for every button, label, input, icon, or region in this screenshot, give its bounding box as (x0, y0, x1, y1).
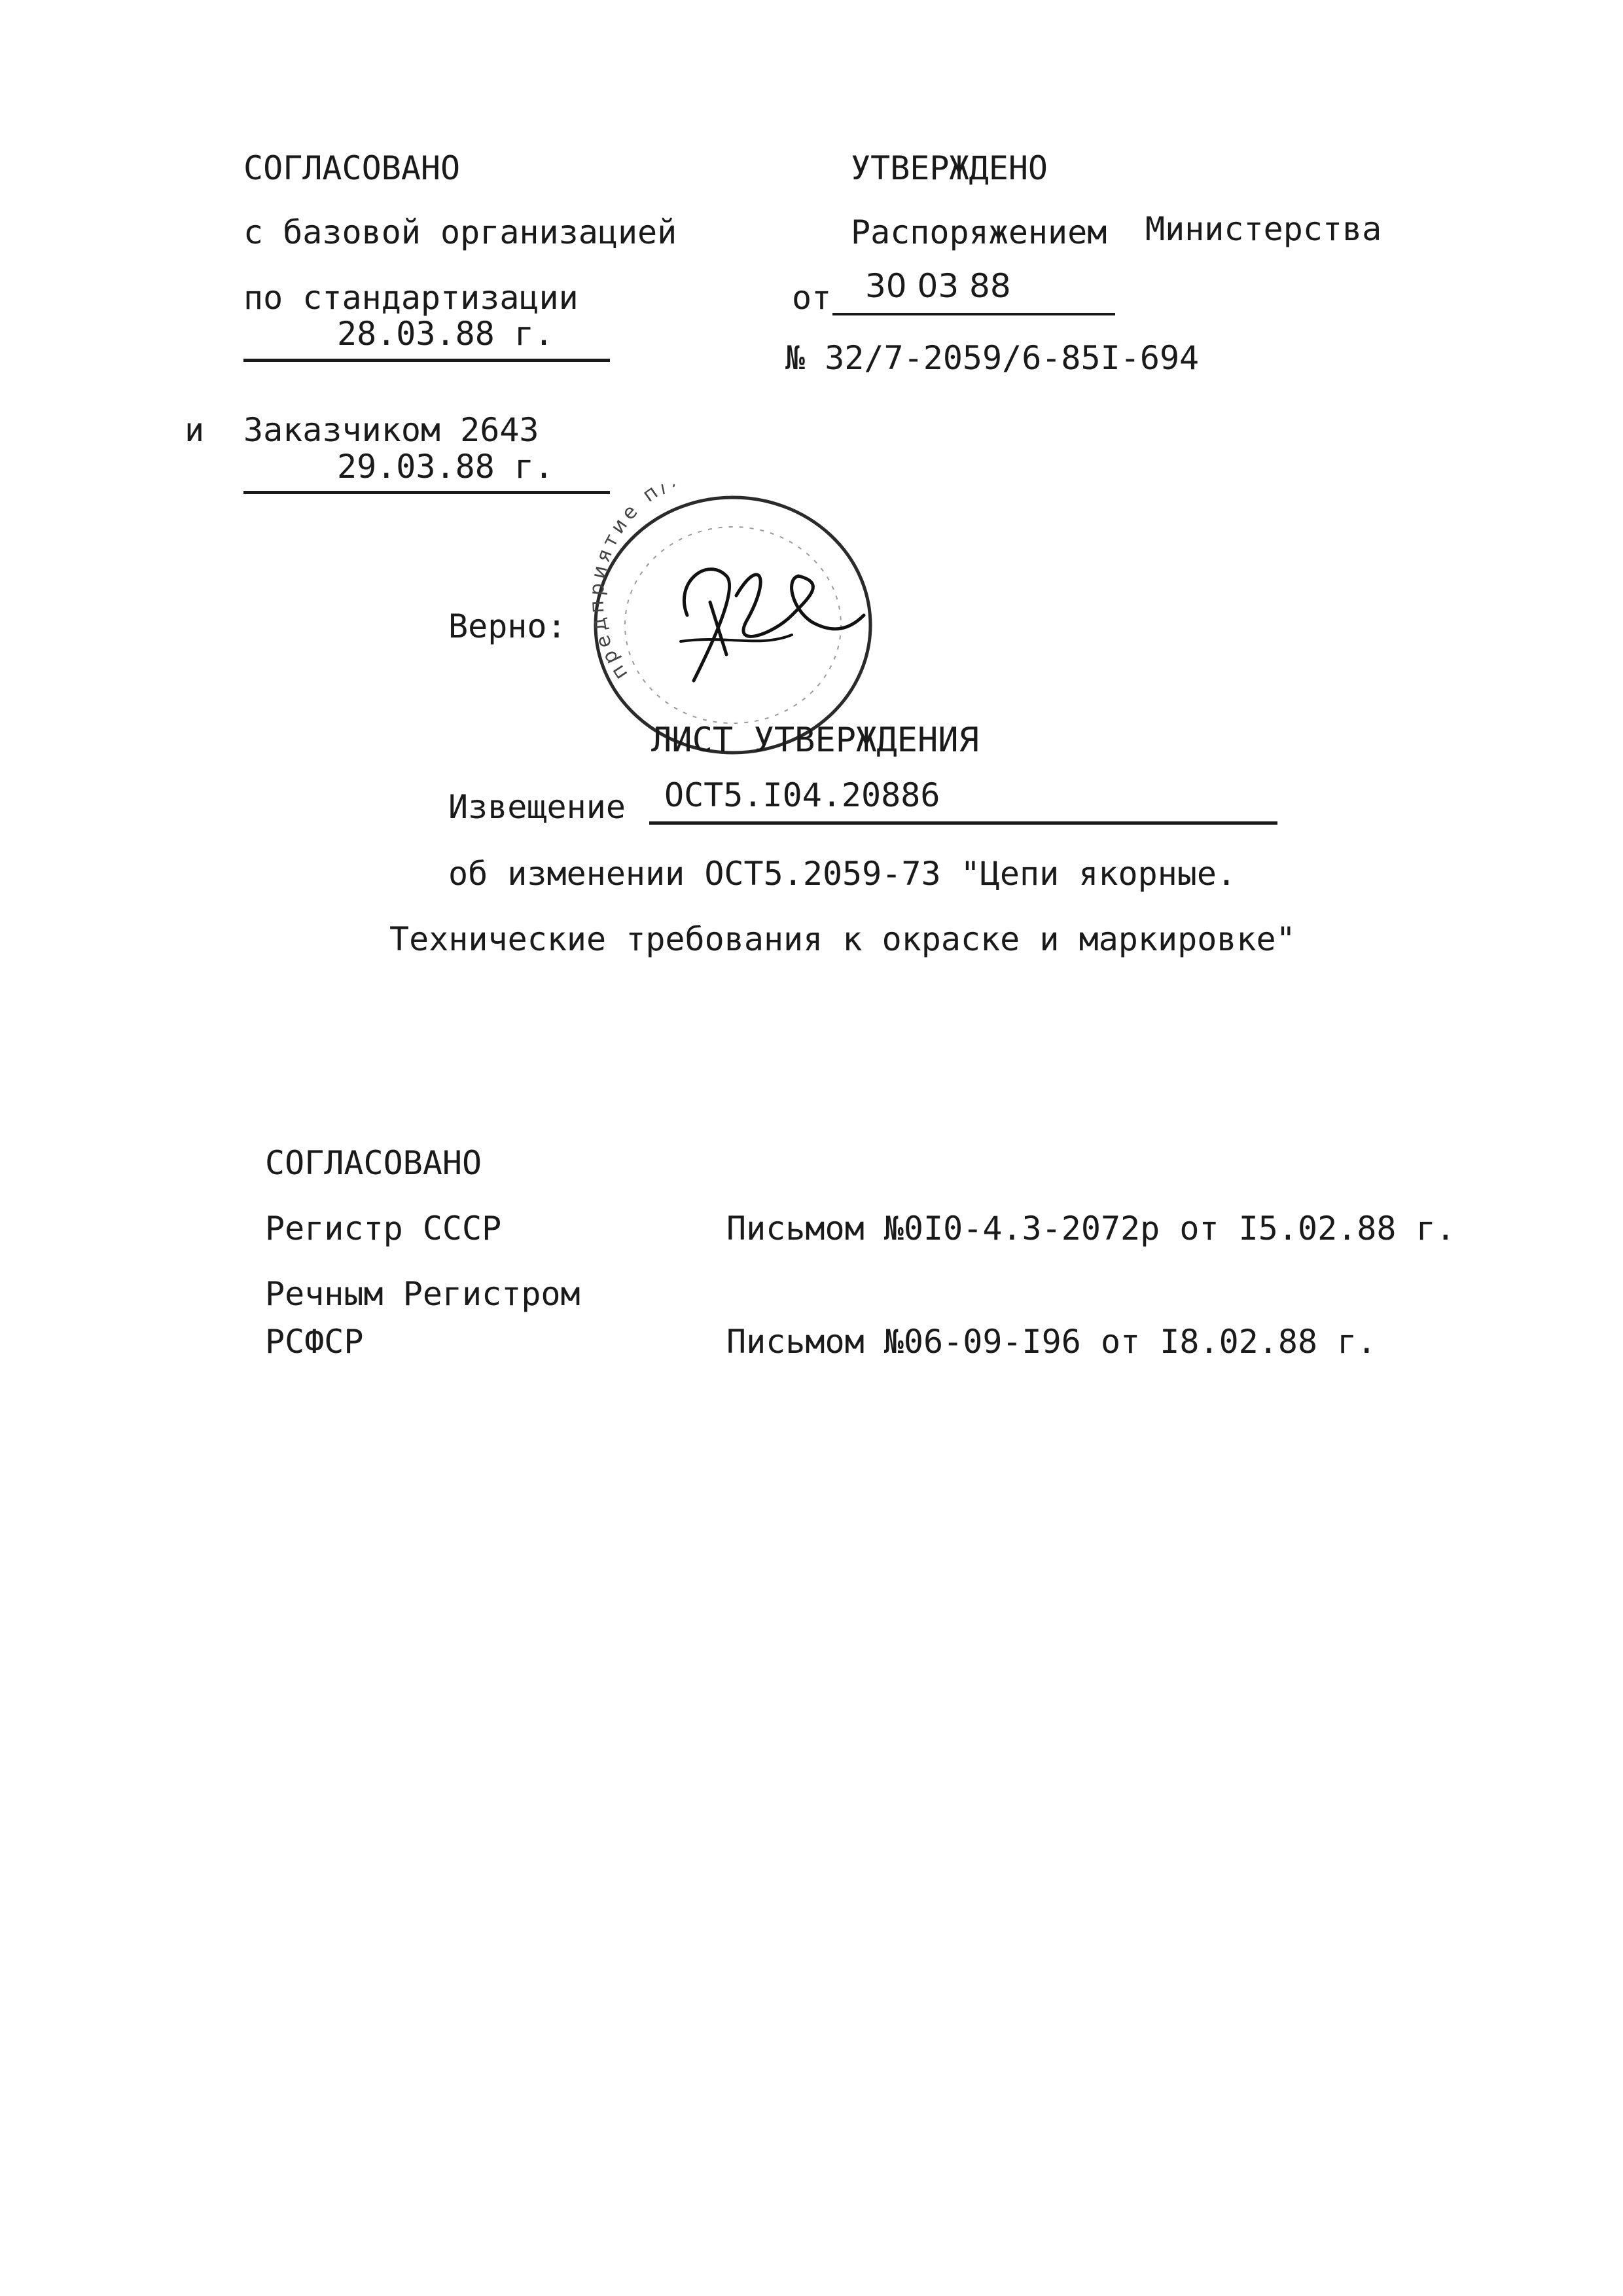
right-approval-title: УТВЕРЖДЕНО (851, 149, 1048, 187)
right-approval-from-rule (832, 313, 1115, 315)
notice-value: ОСТ5.I04.20886 (664, 776, 940, 814)
verified-label: Верно: (448, 607, 567, 645)
left-approval-line1: с базовой организацией (243, 213, 677, 251)
agreement-org-1: Регистр СССР (265, 1210, 502, 1247)
left-approval-rule1 (243, 359, 610, 362)
left-approval-prefix: и (185, 411, 205, 449)
left-approval-rule2 (243, 491, 610, 494)
right-approval-line1b: Министерства (1145, 210, 1382, 248)
agreement-org-2-line1: Речным Регистром (265, 1275, 580, 1313)
sheet-heading: ЛИСТ УТВЕРЖДЕНИЯ (651, 721, 979, 760)
round-stamp-with-signature (576, 484, 916, 759)
agreement-doc-1: Письмом №0I0-4.3-2072р от I5.02.88 г. (726, 1210, 1455, 1247)
right-approval-from-label: от (792, 279, 832, 317)
notice-rule (649, 821, 1277, 825)
subject-line2: Технические требования к окраске и маркировке" (389, 920, 1296, 958)
notice-label: Извещение (448, 788, 626, 826)
subject-line1: об изменении ОСТ5.2059-73 "Цепи якорные. (448, 855, 1237, 893)
right-approval-number: № 32/7-2059/6-85I-694 (785, 339, 1200, 377)
right-approval-from-value: 30 03 88 (865, 267, 1011, 305)
agreements-title: СОГЛАСОВАНО (265, 1144, 482, 1182)
agreement-org-2-line2: РСФСР (265, 1323, 364, 1361)
left-approval-line2: по стандартизации (243, 279, 579, 317)
right-approval-line1: Распоряжением (851, 213, 1107, 251)
left-approval-date2: 29.03.88 г. (337, 448, 554, 486)
left-approval-customer: Заказчиком 2643 (243, 411, 539, 449)
agreement-doc-2: Письмом №06-09-I96 от I8.02.88 г. (726, 1323, 1377, 1361)
svg-text:предприятие п/я: предприятие п/ (585, 484, 675, 685)
left-approval-title: СОГЛАСОВАНО (243, 149, 461, 187)
left-approval-date1: 28.03.88 г. (337, 315, 554, 353)
